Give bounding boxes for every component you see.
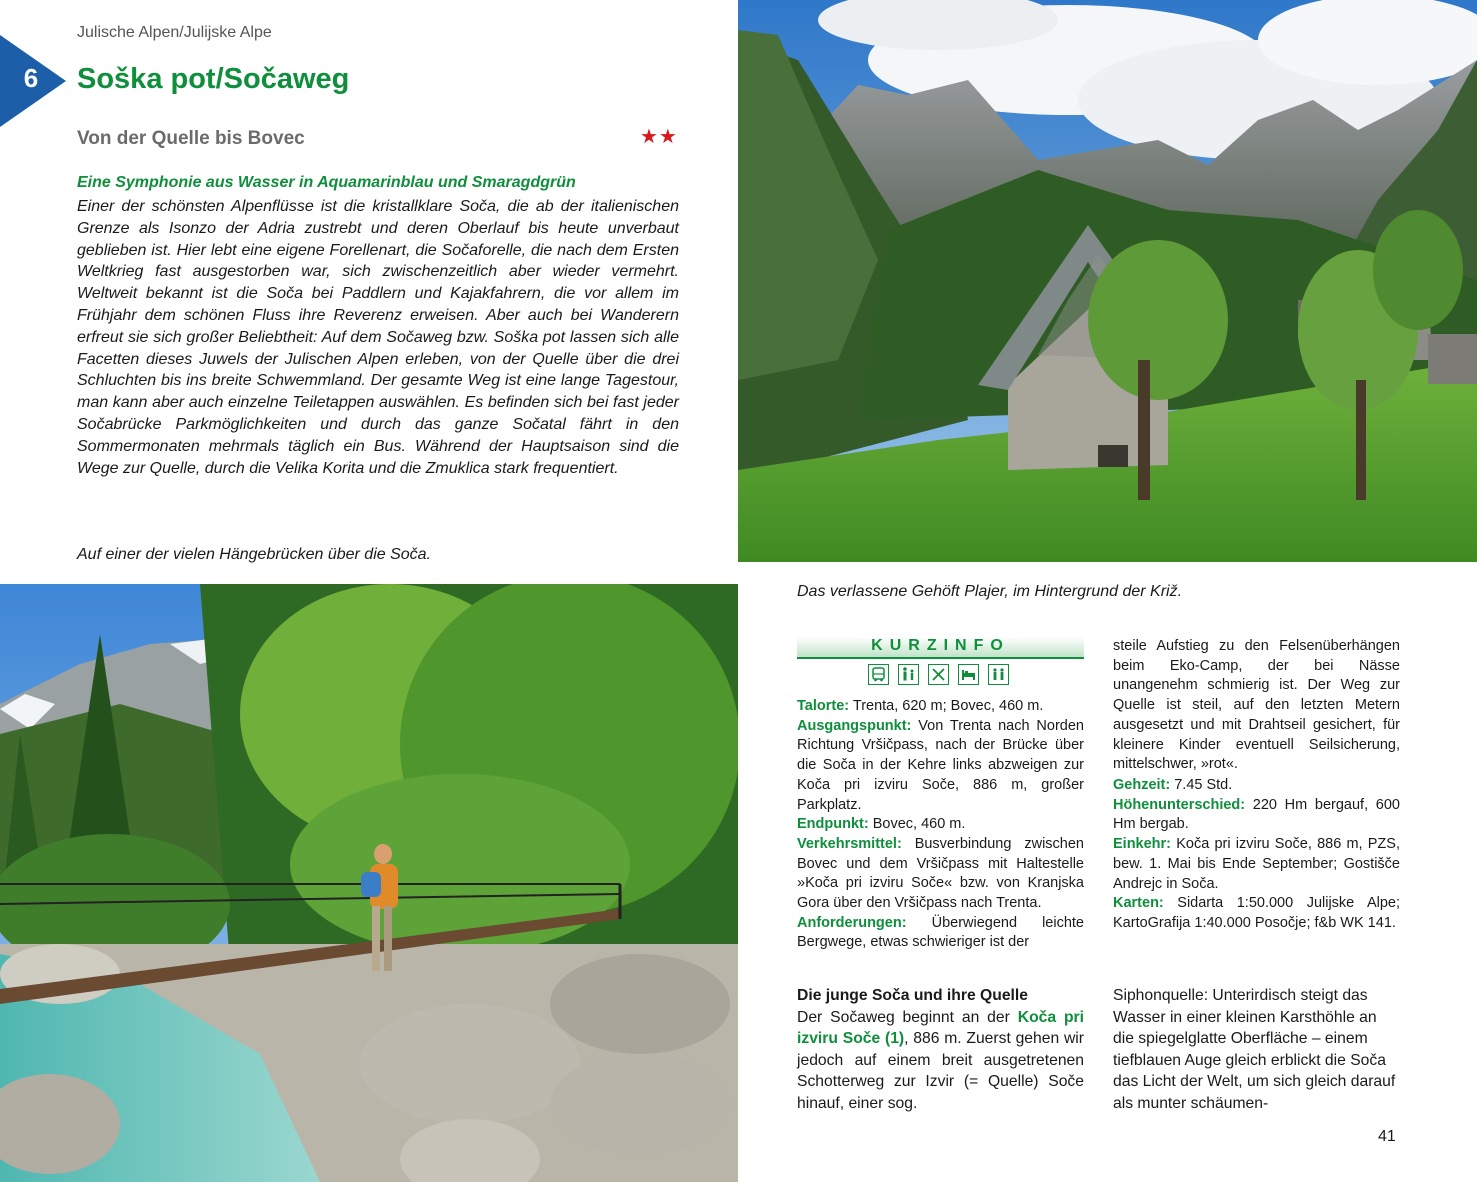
- route-place-highlight: Koča pri izviru Soče (1): [797, 1008, 1085, 1048]
- page-title: Soška pot/Sočaweg: [77, 63, 350, 95]
- route-column-1: [797, 985, 1084, 1115]
- route-text-continued: , 886 m. Zuerst gehen wir jedoch auf einem breit ausgetretenen Schotterweg zur Izvir (= Quelle) Soče hinauf, einer sog.: [797, 1030, 1085, 1112]
- kurzinfo-column-2: [1113, 776, 1400, 934]
- gehzeit-label: Gehzeit:: [1113, 777, 1171, 793]
- anforderungen-value: Überwiegend leichte Bergwege, etwas schwieriger ist der: [797, 914, 1084, 951]
- bus-icon: [868, 664, 889, 685]
- farm-photo: [738, 0, 1477, 562]
- region-label: Julische Alpen/Julijske Alpe: [77, 24, 272, 41]
- kurzinfo-column-1: [797, 697, 1084, 953]
- kurzinfo-heading: KURZINFO: [871, 637, 1010, 654]
- bed-icon: [958, 664, 979, 685]
- page-number: 41: [1378, 1128, 1396, 1145]
- bridge-photo-caption: Auf einer der vielen Hängebrücken über die Soča.: [77, 546, 431, 563]
- bridge-photo: [0, 584, 738, 1182]
- verkehrsmittel-value: Busverbindung zwischen Bovec und dem Vršičpass mit Haltestelle »Koča pri izviru Soče« bzw. von Kranjska Gora über den Vršičpass nach Trenta.: [797, 835, 1084, 912]
- hoehenunterschied-label: Höhenunterschied:: [1113, 796, 1246, 813]
- intro-headline: Eine Symphonie aus Wasser in Aquamarinblau und Smaragdgrün: [77, 174, 576, 191]
- route-column-2: Siphonquelle: Unterirdisch steigt das Wasser in einer kleinen Karsthöhle an die spiegelglatte Oberfläche – einem tiefblauen Auge gleich erblickt die Soča das Licht der Welt, um sich gleich darauf als munter schäumen-: [1113, 987, 1396, 1112]
- endpunkt-value: Bovec, 460 m.: [868, 816, 966, 833]
- children-icon: [988, 664, 1009, 685]
- route-text-start: Der Sočaweg beginnt an der: [797, 1008, 1018, 1026]
- endpunkt-label: Endpunkt:: [797, 816, 869, 833]
- karten-label: Karten:: [1113, 895, 1164, 912]
- ausgangspunkt-label: Ausgangspunkt:: [797, 717, 912, 734]
- family-icon: [898, 664, 919, 685]
- karten-value: Sidarta 1:50.000 Julijske Alpe; KartoGrafija 1:40.000 Posočje; f&b WK 141.: [1113, 895, 1400, 931]
- ausgangspunkt-value: Von Trenta nach Norden Richtung Vršičpass, nach der Brücke über die Soča in der Kehre links abzweigen zur Koča pri izviru Soče, 886 m, großer Parkplatz.: [797, 717, 1084, 813]
- page-subtitle: Von der Quelle bis Bovec: [77, 128, 305, 149]
- hoehenunterschied-value: 220 Hm bergauf, 600 Hm bergab.: [1113, 796, 1400, 833]
- einkehr-value: Koča pri izviru Soče, 886 m, PZS, bew. 1. Mai bis Ende September; Gostišče Andrejc in Soča.: [1113, 836, 1400, 892]
- tour-number: 6: [23, 63, 39, 93]
- einkehr-label: Einkehr:: [1113, 836, 1172, 853]
- farm-photo-caption: Das verlassene Gehöft Plajer, im Hintergrund der Križ.: [797, 583, 1183, 600]
- anforderungen-label: Anforderungen:: [797, 914, 907, 931]
- gehzeit-value: 7.45 Std.: [1170, 777, 1233, 793]
- route-heading: Die junge Soča und ihre Quelle: [797, 987, 1028, 1004]
- difficulty-stars: ★★: [640, 126, 678, 148]
- intro-text: Einer der schönsten Alpenflüsse ist die kristallklare Soča, die ab der italienischen Grenze als Isonzo der Adria zustrebt und deren Oberlauf bis heute unverbaut geblieben ist. Hier lebt eine eigene Forellenart, die Sočaforelle, die nach dem Ersten Weltkrieg fast ausgestorben war, sich zwischenzeitlich aber wieder vermehrt. Weltweit bekannt ist die Soča bei Paddlern und Kajakfahrern, die vor allem im Frühjahr dem schönen Fluss ihre Reverenz erweisen. Aber auch bei Wanderern erfreut sie sich großer Beliebtheit: Auf dem Sočaweg bzw. Soška pot lassen sich alle Facetten dieses Juwels der Julischen Alpen erleben, von der Quelle über die drei Schluchten bis ins breite Schwemmland. Der gesamte Weg ist eine lange Tagestour, man kann aber auch einzelne Teiletappen auswählen. Es befinden sich bei fast jeder Sočabrücke Parkmöglichkeiten und durch das ganze Sočatal fährt in den Sommermonaten mehrmals täglich ein Bus. Während der Hauptsaison sind die Wege zur Quelle, durch die Velika Korita und die Zmuklica stark frequentiert.: [77, 198, 679, 477]
- verkehrsmittel-label: Verkehrsmittel:: [797, 835, 902, 852]
- talorte-label: Talorte:: [797, 698, 850, 714]
- kurzinfo-icons: [868, 664, 1018, 685]
- kurzinfo-anforderungen-continued: steile Aufstieg zu den Felsenüberhängen beim Eko-Camp, der bei Nässe unangenehm schmierig ist. Der Weg zur Quelle ist steil, auf den letzten Metern ausgesetzt und mit Drahtseil gesichert, für kleinere Kinder eventuell Seilsicherung, mittelschwer, »rot«.: [1113, 638, 1400, 773]
- talorte-value: Trenta, 620 m; Bovec, 460 m.: [849, 698, 1044, 714]
- restaurant-icon: [928, 664, 949, 685]
